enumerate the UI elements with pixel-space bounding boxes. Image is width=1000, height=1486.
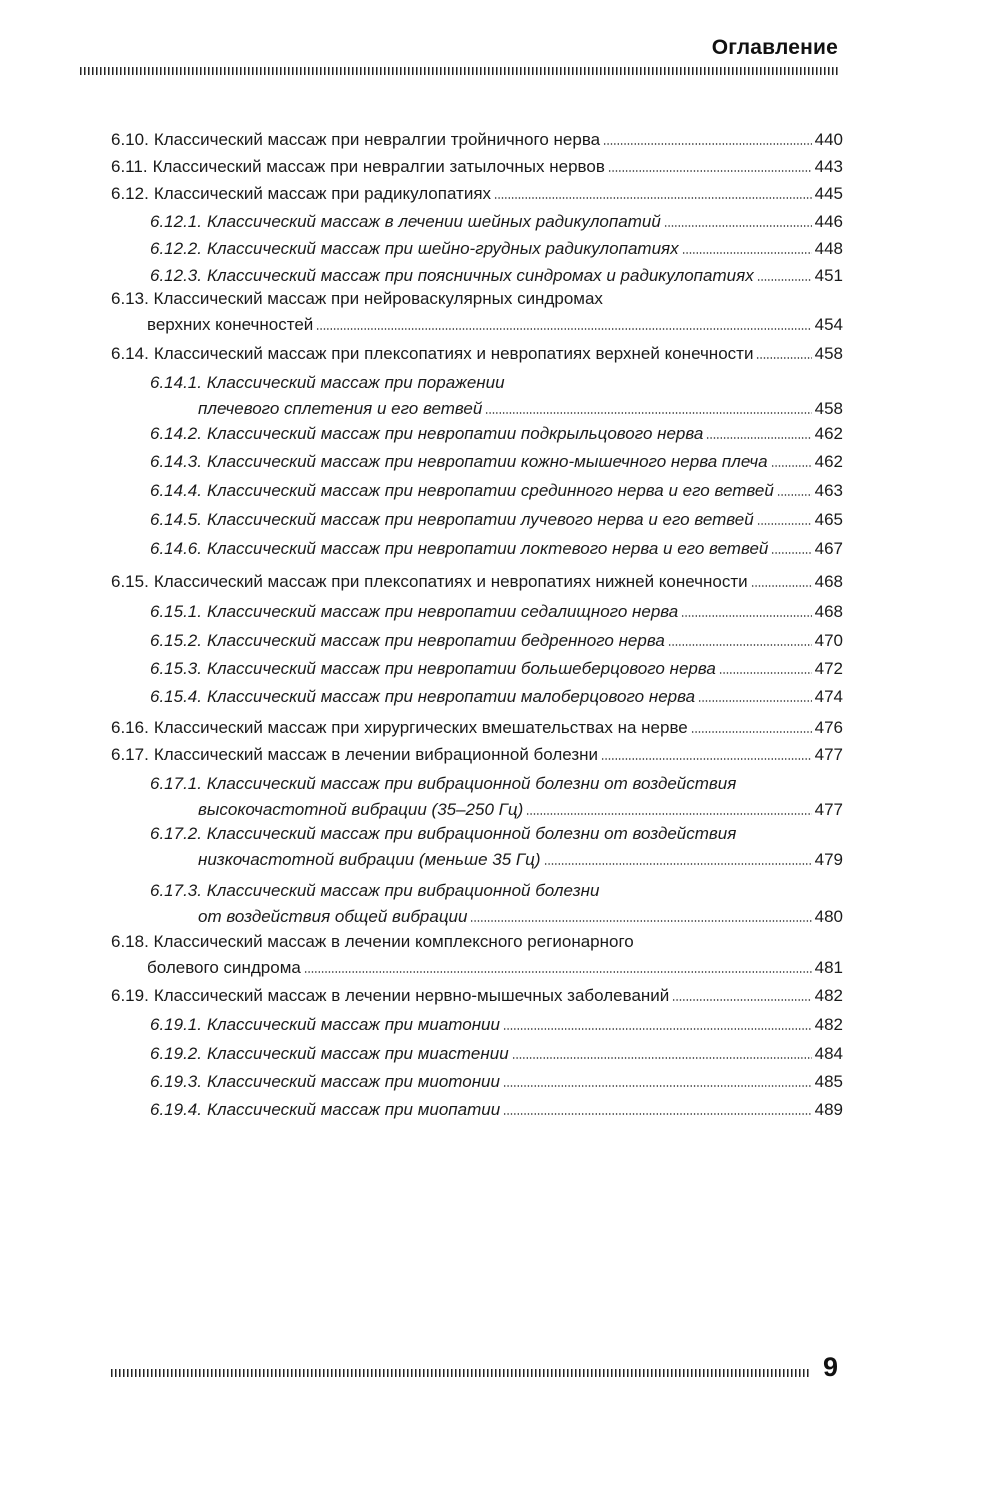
dot-leader — [664, 225, 812, 227]
dot-leader — [544, 863, 812, 865]
toc-entry[interactable] — [111, 289, 843, 339]
dot-leader — [771, 552, 811, 554]
dot-leader — [698, 700, 812, 702]
dot-leader — [706, 437, 811, 439]
toc-title: верхних конечностей — [147, 315, 314, 334]
toc-title-line1: Классический массаж при вибрационной болезни от воздействия — [206, 824, 737, 843]
toc-number: 6.14.4. — [150, 481, 202, 500]
toc-title: Классический массаж при радикулопатиях — [153, 184, 492, 203]
dot-leader — [757, 279, 812, 281]
toc-number: 6.17.2. — [150, 824, 202, 843]
toc-title: Классический массаж при хирургических вмешательствах на нерве — [153, 718, 688, 737]
toc-page-number: 462 — [814, 424, 843, 443]
toc-subentry[interactable] — [150, 824, 843, 874]
dot-leader — [682, 252, 812, 254]
toc-page-number: 481 — [814, 958, 843, 977]
toc-page-number: 446 — [814, 212, 843, 231]
toc-title: Классический массаж при невралгии тройничного нерва — [153, 130, 601, 149]
dot-leader — [601, 758, 812, 760]
footer-rule — [111, 1369, 809, 1377]
toc-title: Классический массаж при миастении — [207, 1044, 509, 1063]
dot-leader — [494, 197, 812, 199]
toc-subentry[interactable] — [150, 450, 843, 476]
toc-number: 6.14.2. — [150, 424, 202, 443]
toc-page-number: 477 — [814, 745, 843, 764]
dot-leader — [756, 357, 811, 359]
toc-page-number: 451 — [814, 266, 843, 285]
toc-number: 6.13. — [111, 289, 149, 308]
toc-page-number: 485 — [814, 1072, 843, 1091]
dot-leader — [316, 328, 811, 330]
toc-title: Классический массаж при поясничных синдромах и радикулопатиях — [207, 266, 754, 285]
dot-leader — [751, 585, 812, 587]
dot-leader — [603, 143, 812, 145]
dot-leader — [304, 971, 812, 973]
toc-subentry[interactable] — [150, 657, 843, 683]
toc-number: 6.10. — [111, 130, 149, 149]
toc-title: Классический массаж при плексопатиях и невропатиях верхней конечности — [153, 344, 754, 363]
toc-number: 6.11. — [111, 157, 148, 176]
toc-subentry[interactable] — [150, 422, 843, 448]
toc-number: 6.12.1. — [150, 212, 202, 231]
toc-page-number: 458 — [814, 344, 843, 363]
toc-title: Классический массаж в лечении вибрационной болезни — [153, 745, 599, 764]
toc-page-number: 458 — [814, 399, 843, 418]
toc-number: 6.14. — [111, 344, 149, 363]
toc-title-line1: Классический массаж при нейроваскулярных синдромах — [153, 289, 603, 308]
toc-page-number: 467 — [814, 539, 843, 558]
toc-entry[interactable] — [111, 128, 843, 154]
toc-page-number: 440 — [814, 130, 843, 149]
toc-subentry[interactable] — [150, 1042, 843, 1068]
dot-leader — [503, 1085, 812, 1087]
toc-subentry[interactable] — [150, 774, 843, 824]
toc-title: Классический массаж при шейно-грудных радикулопатиях — [207, 239, 679, 258]
toc-title: болевого синдрома — [147, 958, 301, 977]
toc-page-number: 443 — [814, 157, 843, 176]
toc-page-number: 482 — [814, 1015, 843, 1034]
toc-page-number: 454 — [814, 315, 843, 334]
toc-subentry[interactable] — [150, 881, 843, 931]
toc-number: 6.15.2. — [150, 631, 202, 650]
toc-number: 6.19. — [111, 986, 149, 1005]
dot-leader — [503, 1113, 811, 1115]
dot-leader — [777, 494, 812, 496]
toc-page-number: 489 — [814, 1100, 843, 1119]
toc-subentry[interactable] — [150, 237, 843, 263]
toc-title: Классический массаж при невропатии лучевого нерва и его ветвей — [207, 510, 754, 529]
toc-entry[interactable] — [111, 716, 843, 742]
toc-number: 6.14.1. — [150, 373, 202, 392]
toc-subentry[interactable] — [150, 373, 843, 423]
dot-leader — [757, 523, 812, 525]
toc-title-line1: Классический массаж в лечении комплексного регионарного — [153, 932, 634, 951]
page-number: 9 — [823, 1352, 839, 1382]
dot-leader — [691, 731, 812, 733]
toc-number: 6.12.3. — [150, 266, 202, 285]
dot-leader — [526, 813, 811, 815]
toc-title: Классический массаж в лечении нервно-мышечных заболеваний — [153, 986, 670, 1005]
toc-title: Классический массаж при плексопатиях и невропатиях нижней конечности — [153, 572, 748, 591]
toc-page-number: 445 — [814, 184, 843, 203]
toc-title: от воздействия общей вибрации — [198, 907, 468, 926]
toc-subentry[interactable] — [150, 508, 843, 534]
toc-title: Классический массаж при невропатии малоберцового нерва — [207, 687, 696, 706]
toc-number: 6.15.3. — [150, 659, 202, 678]
dot-leader — [503, 1028, 812, 1030]
toc-page-number: 480 — [814, 907, 843, 926]
toc-page-number: 463 — [814, 481, 843, 500]
toc-title-line1: Классический массаж при вибрационной болезни — [206, 881, 600, 900]
toc-page-number: 470 — [814, 631, 843, 650]
toc-number: 6.12.2. — [150, 239, 202, 258]
toc-title: Классический массаж при миопатии — [207, 1100, 501, 1119]
dot-leader — [771, 465, 812, 467]
toc-title: высокочастотной вибрации (35–250 Гц) — [198, 800, 524, 819]
toc-subentry[interactable] — [150, 600, 843, 626]
toc-entry[interactable] — [111, 932, 843, 982]
toc-page-number: 477 — [814, 800, 843, 819]
toc-title: Классический массаж при миатонии — [207, 1015, 500, 1034]
toc-number: 6.17. — [111, 745, 149, 764]
toc-number: 6.17.1. — [150, 774, 202, 793]
toc-number: 6.14.3. — [150, 452, 202, 471]
toc-number: 6.16. — [111, 718, 149, 737]
toc-number: 6.15. — [111, 572, 149, 591]
toc-page-number: 482 — [814, 986, 843, 1005]
dot-leader — [668, 644, 812, 646]
toc-page-number: 462 — [814, 452, 843, 471]
dot-leader — [672, 999, 811, 1001]
toc-number: 6.12. — [111, 184, 149, 203]
toc-number: 6.19.2. — [150, 1044, 202, 1063]
toc-entry[interactable] — [111, 155, 843, 181]
toc-entry[interactable] — [111, 342, 843, 368]
dot-leader — [681, 615, 811, 617]
dot-leader — [470, 920, 811, 922]
toc-subentry[interactable] — [150, 537, 843, 563]
toc-number: 6.19.4. — [150, 1100, 202, 1119]
toc-title-line1: Классический массаж при поражении — [206, 373, 505, 392]
toc-title: Классический массаж при невропатии большеберцового нерва — [207, 659, 716, 678]
toc-page-number: 465 — [814, 510, 843, 529]
toc-number: 6.19.3. — [150, 1072, 202, 1091]
toc-number: 6.14.5. — [150, 510, 202, 529]
toc-number: 6.17.3. — [150, 881, 202, 900]
toc-number: 6.18. — [111, 932, 149, 951]
toc-page-number: 479 — [814, 850, 843, 869]
toc-subentry[interactable] — [150, 479, 843, 505]
toc-title: Классический массаж при невропатии седалищного нерва — [207, 602, 679, 621]
toc-subentry[interactable] — [150, 685, 843, 711]
toc-title: Классический массаж при невропатии бедренного нерва — [207, 631, 665, 650]
toc-number: 6.15.1. — [150, 602, 202, 621]
toc-title-line1: Классический массаж при вибрационной болезни от воздействия — [206, 774, 737, 793]
toc-page-number: 448 — [814, 239, 843, 258]
toc-entry[interactable] — [111, 984, 843, 1010]
header-rule — [80, 67, 838, 75]
toc-entry[interactable] — [111, 182, 843, 208]
toc-title: низкочастотной вибрации (меньше 35 Гц) — [198, 850, 541, 869]
toc-number: 6.19.1. — [150, 1015, 202, 1034]
toc-page-number: 468 — [814, 572, 843, 591]
toc-title: Классический массаж при невропатии срединного нерва и его ветвей — [207, 481, 774, 500]
toc-subentry[interactable] — [150, 210, 843, 236]
toc-entry[interactable] — [111, 570, 843, 596]
dot-leader — [608, 170, 812, 172]
toc-subentry[interactable] — [150, 1070, 843, 1096]
dot-leader — [719, 672, 812, 674]
toc-subentry[interactable] — [150, 1098, 843, 1124]
toc-subentry[interactable] — [150, 1013, 843, 1039]
running-head-title: Оглавление — [711, 36, 838, 59]
dot-leader — [512, 1057, 812, 1059]
toc-title: Классический массаж при невропатии кожно-мышечного нерва плеча — [207, 452, 768, 471]
toc-page-number: 468 — [814, 602, 843, 621]
toc-title: Классический массаж при миотонии — [207, 1072, 500, 1091]
dot-leader — [485, 412, 811, 414]
toc-subentry[interactable] — [150, 629, 843, 655]
toc-page-number: 474 — [814, 687, 843, 706]
toc-page-number: 472 — [814, 659, 843, 678]
toc-number: 6.15.4. — [150, 687, 202, 706]
toc-title: Классический массаж при невралгии затылочных нервов — [152, 157, 605, 176]
toc-title: Классический массаж при невропатии локтевого нерва и его ветвей — [207, 539, 769, 558]
toc-page-number: 476 — [814, 718, 843, 737]
toc-entry[interactable] — [111, 743, 843, 769]
toc-title: Классический массаж при невропатии подкрыльцового нерва — [207, 424, 704, 443]
toc-title: Классический массаж в лечении шейных радикулопатий — [207, 212, 661, 231]
toc-number: 6.14.6. — [150, 539, 202, 558]
toc-title: плечевого сплетения и его ветвей — [198, 399, 483, 418]
toc-page-number: 484 — [814, 1044, 843, 1063]
